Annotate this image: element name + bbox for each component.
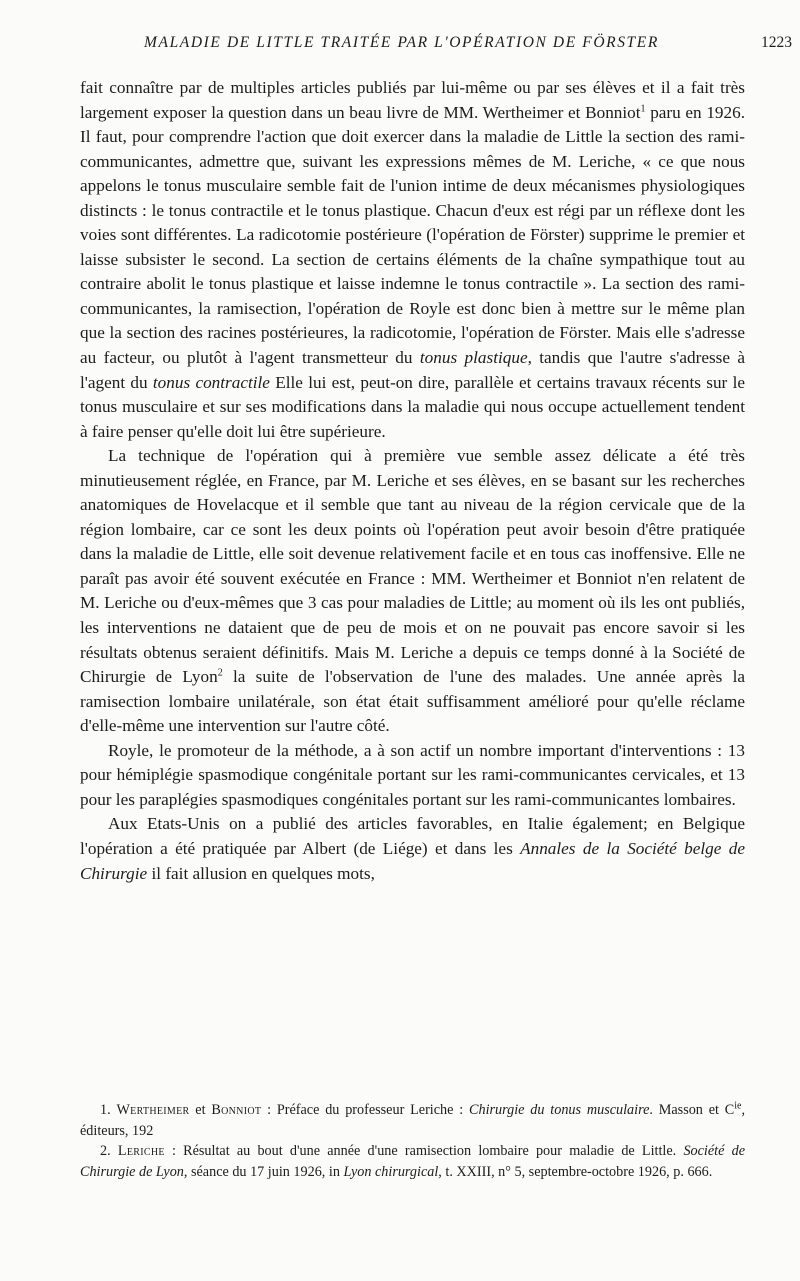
footnote-1 — [80, 1100, 745, 1141]
italic-term: tonus plastique — [419, 348, 528, 368]
footnote-author: Wertheimer — [116, 1102, 190, 1118]
page-number: 1223 — [761, 34, 792, 51]
footnote-ref-1: 1 — [640, 102, 646, 114]
italic-title: Lyon chirurgical — [343, 1163, 439, 1180]
text-run: Elle lui est, peut-on dire, parallèle et certains travaux récents sur le tonus musculaire et sur ses modifications dans la maladie qui nous occupe actuellement tendent à faire penser qu'elle doit lui être supérieure. — [80, 372, 745, 441]
footnote-number: 2. — [100, 1143, 111, 1159]
text-run: , t. XXIII, n° 5, septembre-octobre 1926, p. 666. — [438, 1163, 713, 1180]
page-header — [80, 34, 792, 56]
text-run: , éditeurs, 192 — [80, 1102, 746, 1139]
text-run: la suite de l'observation de l'une des malades. Une année après la ramisection lombaire unilatérale, son état était suffisamment amélioré pour qu'elle réclame d'elle-même une intervention sur l'autre côté. — [80, 667, 745, 736]
body-text — [80, 76, 745, 886]
text-run: . Masson et C — [649, 1102, 735, 1118]
footnote-author: Bonniot — [211, 1102, 262, 1118]
footnotes — [80, 1100, 745, 1182]
paragraph-4 — [80, 812, 745, 886]
paragraph-2 — [80, 444, 745, 739]
text-run: et — [189, 1102, 212, 1118]
text-run: , séance du 17 juin 1926, in — [183, 1163, 344, 1180]
italic-title: Annales de la Société belge de Chirurgie — [80, 838, 745, 883]
text-run: La technique de l'opération qui à première vue semble assez délicate a été très minutieusement réglée, en France, par M. Leriche et ses élèves, en se basant sur les recherches anatomiques de Hovelacque et il semble que tant au niveau de la région cervicale que de la région lombaire, car ce sont les deux points où l'opération peut avoir besoin d'être pratiquée dans la maladie de Little, elle soit devenue relativement facile et en tous cas inoffensive. Elle ne paraît pas avoir été souvent exécutée en France : MM. Wertheimer et Bonniot n'en relatent de M. Leriche ou d'eux-mêmes que 3 cas pour maladies de Little; au moment où ils les ont publiés, les interventions ne dataient que de peu de mois et on ne pouvait pas encore savoir si les résultats obtenus seraient définitifs. Mais M. Leriche a depuis ce temps donné à la Société de Chirurgie de Lyon — [80, 446, 745, 687]
text-run: : Préface du professeur Leriche : — [261, 1102, 470, 1118]
footnote-2 — [80, 1141, 745, 1182]
text-run: fait connaître par de multiples articles publiés par lui-même ou par ses élèves et il a fait très largement exposer la question dans un beau livre de MM. Wertheimer et Bonniot — [80, 78, 745, 122]
italic-title: Chirurgie du tonus musculaire — [469, 1102, 650, 1118]
italic-term: tonus contractile — [152, 372, 270, 392]
paragraph-3: Royle, le promoteur de la méthode, a à son actif un nombre important d'interventions : 13 pour hémiplégie spasmodique congénitale portant sur les rami-communicantes cervicales, et 13 pour les paraplégies spasmodiques congénitales portant sur les rami-communicantes lombaires. — [80, 740, 745, 809]
running-head: MALADIE DE LITTLE TRAITÉE PAR L'OPÉRATION DE FÖRSTER — [144, 34, 659, 51]
paragraph-1 — [80, 76, 745, 444]
footnote-author: Leriche — [117, 1143, 165, 1159]
footnote-ref-2: 2 — [217, 667, 223, 679]
text-run: : Résultat au bout d'une année d'une ramisection lombaire pour maladie de Little. — [164, 1143, 684, 1159]
footnote-number: 1. — [100, 1102, 111, 1118]
text-run: il fait allusion en quelques mots, — [147, 863, 375, 883]
italic-title: Société de Chirurgie de Lyon — [80, 1143, 746, 1180]
superscript: ie — [734, 1100, 742, 1112]
text-run: , tandis que l'autre s'adresse à l'agent du — [80, 348, 745, 392]
text-run: paru en 1926. Il faut, pour comprendre l'action que doit exercer dans la maladie de Little la section des rami-communicantes, admettre que, suivant les expressions mêmes de M. Leriche, « ce que nous appelons le tonus musculaire semble fait de l'union intime de deux mécanismes physiologiques distincts : le tonus contractile et le tonus plastique. Chacun d'eux est régi par un réflexe dont les voies sont différentes. La radicotomie postérieure (l'opération de Förster) supprime le premier et laisse subsister le second. La section de certains éléments de la chaîne sympathique tout au contraire abolit le tonus plastique et laisse indemne le tonus contractile ». La section des rami-communicantes, la ramisection, l'opération de Royle est donc bien à mettre sur le même plan que la section des racines postérieures, la radicotomie, l'opération de Förster. Mais elle s'adresse au facteur, ou plutôt à l'agent transmetteur du — [80, 102, 745, 368]
text-run: Aux Etats-Unis on a publié des articles favorables, en Italie également; en Belgique l'opération a été pratiquée par Albert (de Liége) et dans les — [80, 814, 745, 858]
